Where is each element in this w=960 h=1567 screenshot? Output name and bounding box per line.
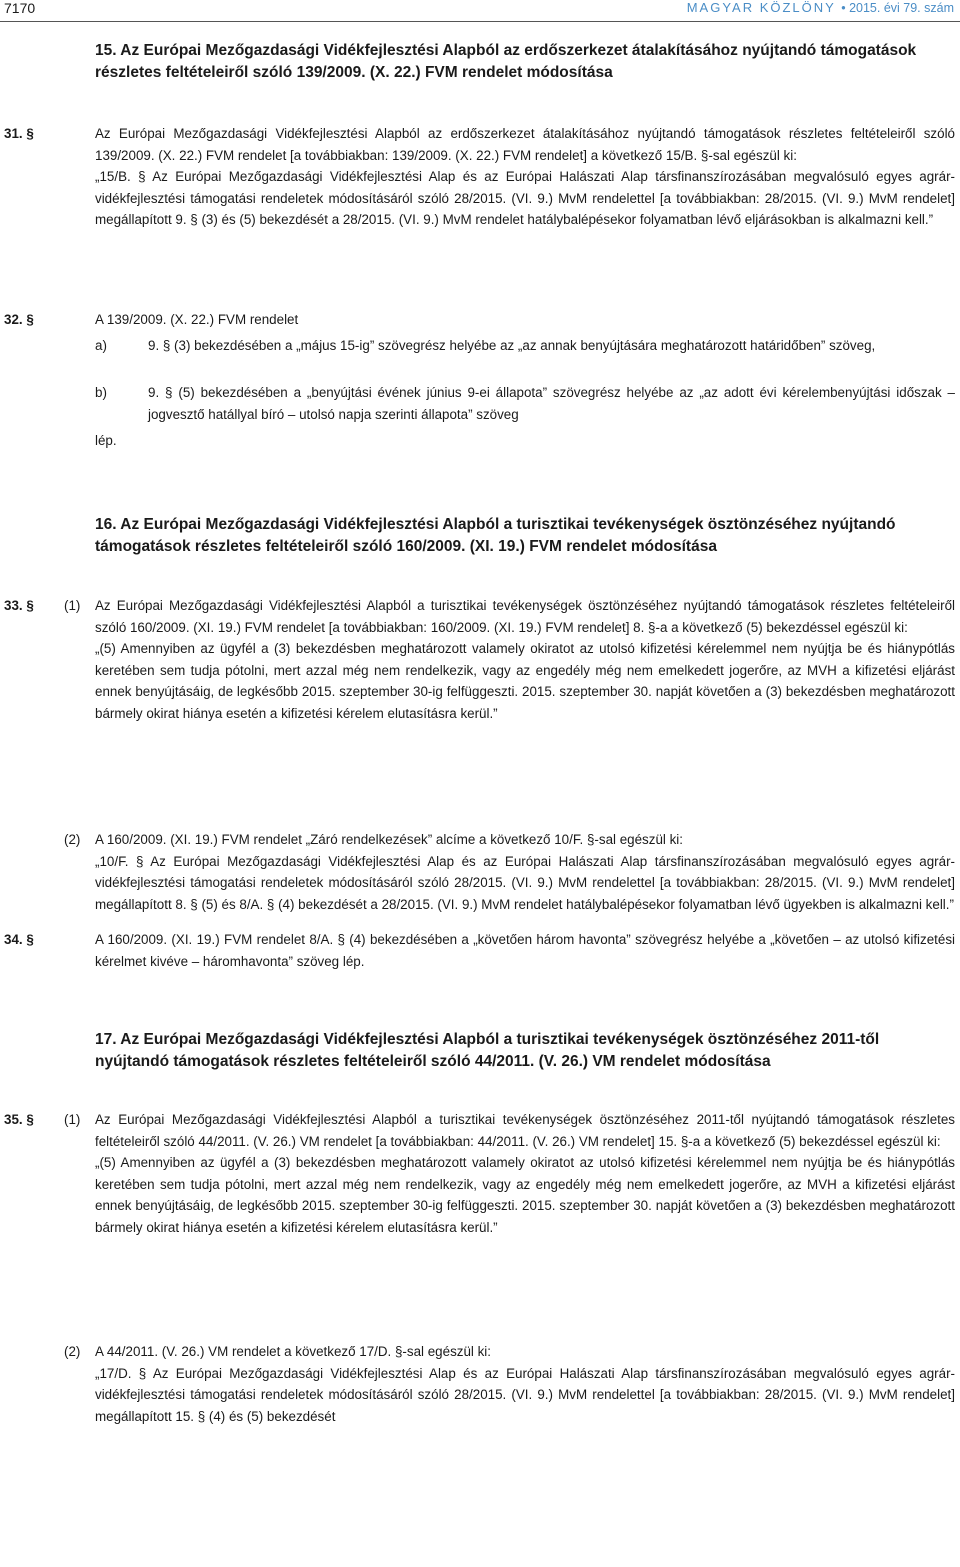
subsection-35-2-number: (2)	[64, 1344, 81, 1359]
page-number: 7170	[4, 0, 36, 16]
paragraph-32-intro: A 139/2009. (X. 22.) FVM rendelet	[95, 312, 299, 327]
subsection-35-1-text: Az Európai Mezőgazdasági Vidékfejlesztési Alapból a turisztikai tevékenységek ösztönzéséhez 2011-től nyújtandó támogatások részletes feltételeiről szóló 44/2011. (V. 26.) VM rendelet [a továbbiakban: 44/2011. (V. 26.) VM rendelet] 15. §-a a következő (5) bekezdéssel egészül ki:	[95, 1112, 955, 1149]
header-rule	[0, 21, 960, 22]
point-a-text: 9. § (3) bekezdésében a „május 15-ig” szövegrész helyébe az „az annak benyújtására meghatározott határidőben” szöveg,	[148, 338, 876, 353]
subsection-33-2-text: A 160/2009. (XI. 19.) FVM rendelet „Záró rendelkezések” alcíme a következő 10/F. §-sal egészül ki:	[95, 832, 683, 847]
section-title-17: 17. Az Európai Mezőgazdasági Vidékfejlesztési Alapból a turisztikai tevékenységek ösztönzéséhez 2011-től nyújtandó támogatások részletes feltételeiről szóló 44/2011. (V. 26.) VM rendelet módosítása	[95, 1031, 880, 1070]
paragraph-31-text: Az Európai Mezőgazdasági Vidékfejlesztési Alapból az erdőszerkezet átalakításához nyújtandó támogatások részletes feltételeiről szóló 139/2009. (X. 22.) FVM rendelet [a továbbiakban: 139/2009. (X. 22.) FVM rendelet] a következő 15/B. §-sal egészül ki:	[95, 126, 955, 163]
paragraph-31	[95, 123, 955, 231]
journal-issue: • 2015. évi 79. szám	[841, 1, 954, 15]
subsection-33-2-quote: „10/F. § Az Európai Mezőgazdasági Vidékfejlesztési Alap és az Európai Halászati Alap társfinanszírozásában megvalósuló egyes agrár-vidékfejlesztési támogatási rendeletek módosításáról szóló 28/2015. (VI. 9.) MvM rendelettel [a továbbiakban: 28/2015. (VI. 9.) MvM rendelet] megállapított 8. § (5) és 8/A. § (4) bekezdését a 28/2015. (VI. 9.) MvM rendelet hatálybalépésekor folyamatban lévő ügyekben is alkalmazni kell.”	[95, 853, 955, 912]
subsection-35-2-text: A 44/2011. (V. 26.) VM rendelet a következő 17/D. §-sal egészül ki:	[95, 1344, 491, 1359]
subsection-33-1-number: (1)	[64, 598, 81, 613]
paragraph-34-text: A 160/2009. (XI. 19.) FVM rendelet 8/A. § (4) bekezdésében a „követően három havonta” szövegrész helyébe a „követően – az utolsó kifizetési kérelmet kivéve – háromhavonta” szöveg lép.	[95, 932, 955, 969]
subsection-35-2-quote: „17/D. § Az Európai Mezőgazdasági Vidékfejlesztési Alap és az Európai Halászati Alap társfinanszírozásában megvalósuló egyes agrár-vidékfejlesztési támogatási rendeletek módosításáról szóló 28/2015. (VI. 9.) MvM rendelettel [a továbbiakban: 28/2015. (VI. 9.) MvM rendelet] megállapított 15. § (4) és (5) bekezdését	[95, 1365, 955, 1424]
subsection-33-1-quote: „(5) Amennyiben az ügyfél a (3) bekezdésben meghatározott valamely okiratot az utolsó kifizetési kérelemmel nem nyújtja be és hiánypótlás keretében sem tudja pótolni, mert azzal még nem rendelkezik, vagy az engedély még nem emelkedett jogerőre, az MVH a kifizetési eljárást ennek benyújtásáig, de legkésőbb 2015. szeptember 30-ig felfüggeszti. 2015. szeptember 30. napját követően a (3) bekezdésben meghatározott bármely okirat hiánya esetén a kifizetési kérelem elutasításra kerül.”	[95, 641, 955, 721]
journal-name: MAGYAR KÖZLÖNY	[686, 0, 836, 15]
subsection-35-1	[95, 1109, 955, 1239]
subsection-35-2	[95, 1341, 955, 1427]
paragraph-34-number: 34. §	[4, 932, 34, 947]
section-title-16: 16. Az Európai Mezőgazdasági Vidékfejlesztési Alapból a turisztikai tevékenységek ösztönzéséhez nyújtandó támogatások részletes feltételeiről szóló 160/2009. (XI. 19.) FVM rendelet módosítása	[95, 516, 896, 555]
subsection-33-2-number: (2)	[64, 832, 81, 847]
subsection-33-1-text: Az Európai Mezőgazdasági Vidékfejlesztési Alapból a turisztikai tevékenységek ösztönzéséhez nyújtandó támogatások részletes feltételeiről szóló 160/2009. (XI. 19.) FVM rendelet [a továbbiakban: 160/2009. (XI. 19.) FVM rendelet] 8. §-a a következő (5) bekezdéssel egészül ki:	[95, 598, 955, 635]
paragraph-32-number: 32. §	[4, 312, 34, 327]
paragraph-31-quote: „15/B. § Az Európai Mezőgazdasági Vidékfejlesztési Alap és az Európai Halászati Alap társfinanszírozásában megvalósuló egyes agrár-vidékfejlesztési támogatási rendeletek módosításáról szóló 28/2015. (VI. 9.) MvM rendelettel [a továbbiakban: 28/2015. (VI. 9.) MvM rendelet] megállapított 9. § (3) és (5) bekezdését a 28/2015. (VI. 9.) MvM rendelet hatálybalépésekor folyamatban lévő eljárásokban is alkalmazni kell.”	[95, 169, 955, 228]
paragraph-35-number: 35. §	[4, 1112, 34, 1127]
point-a-label: a)	[95, 338, 107, 353]
paragraph-31-number: 31. §	[4, 126, 34, 141]
point-b-text: 9. § (5) bekezdésében a „benyújtási évének június 9-ei állapota” szövegrész helyébe az „az adott évi kérelembenyújtási időszak – jogvesztő hatállyal bíró – utolsó napja szerinti állapota” szöveg	[148, 385, 955, 422]
page-header	[0, 0, 960, 26]
subsection-33-1	[95, 595, 955, 725]
section-title-15: 15. Az Európai Mezőgazdasági Vidékfejlesztési Alapból az erdőszerkezet átalakításához nyújtandó támogatások részletes feltételeiről szóló 139/2009. (X. 22.) FVM rendelet módosítása	[95, 42, 917, 81]
journal-title	[687, 0, 954, 15]
subsection-35-1-number: (1)	[64, 1112, 81, 1127]
subsection-33-2	[95, 829, 955, 915]
paragraph-33-number: 33. §	[4, 598, 34, 613]
subsection-35-1-quote: „(5) Amennyiben az ügyfél a (3) bekezdésben meghatározott valamely okiratot az utolsó kifizetési kérelemmel nem nyújtja be és hiánypótlás keretében sem tudja pótolni, mert azzal még nem rendelkezik, vagy az engedély még nem emelkedett jogerőre, az MVH a kifizetési eljárást ennek benyújtásáig, de legkésőbb 2015. szeptember 30-ig felfüggeszti. 2015. szeptember 30. napját követően a (3) bekezdésben meghatározott bármely okirat hiánya esetén a kifizetési kérelem elutasításra kerül.”	[95, 1155, 955, 1235]
point-b-label: b)	[95, 385, 107, 400]
paragraph-32-end: lép.	[95, 433, 117, 448]
